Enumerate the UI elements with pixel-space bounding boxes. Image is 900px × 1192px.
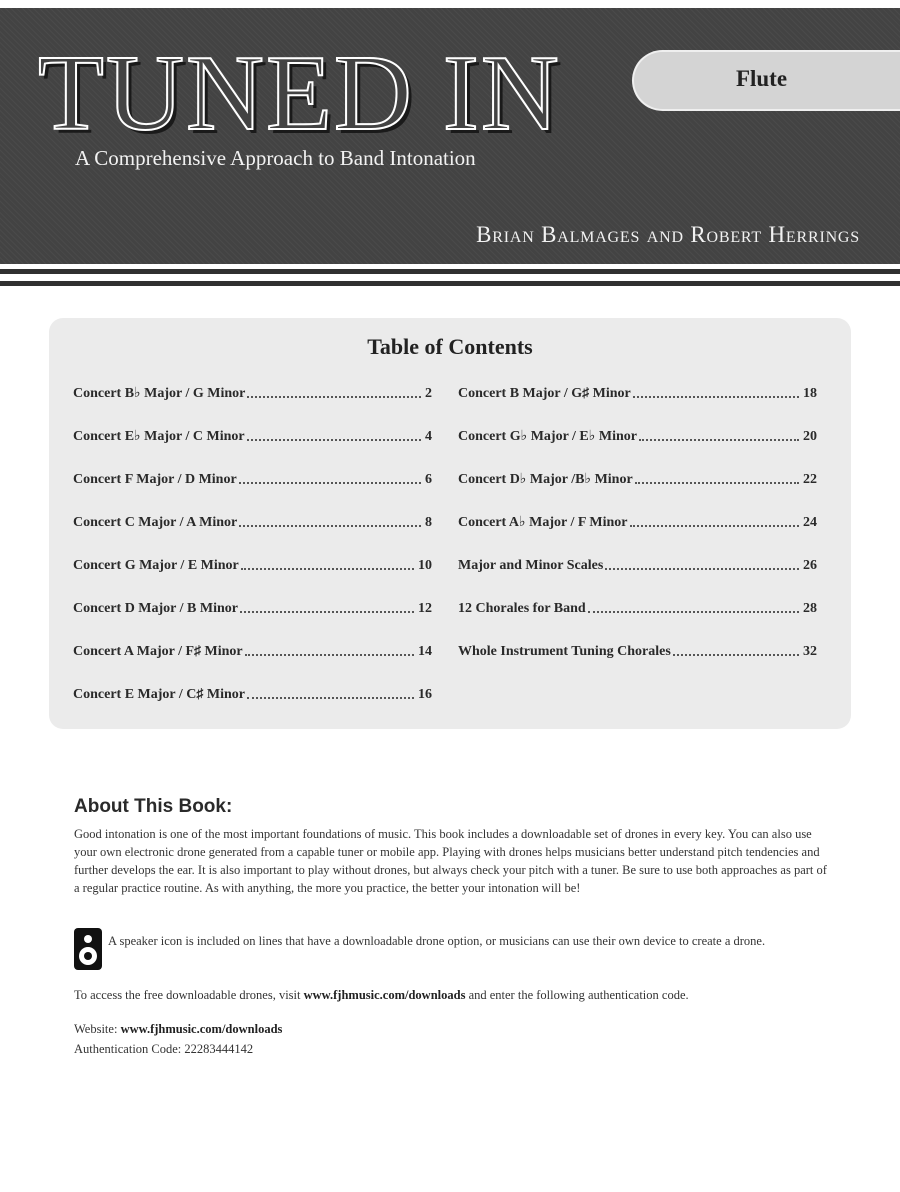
speaker-icon [74,928,102,970]
toc-entry[interactable] [73,468,432,488]
toc-entry[interactable] [73,425,432,445]
speaker-note: A speaker icon is included on lines that have a downloadable drone option, or musicians can use their own device to create a drone. [108,934,766,948]
toc-entry[interactable] [73,382,432,402]
toc-entry-name: Concert C Major / A Minor [73,515,238,530]
toc-entry-name: Concert B Major / G♯ Minor [458,386,631,401]
toc-leader [605,568,799,570]
toc-entry-page: 6 [425,472,432,487]
toc-leader [630,525,799,527]
toc-entry-page: 16 [418,687,432,702]
instrument-tab [632,50,900,111]
toc-entry-page: 22 [803,472,817,487]
toc-entry-name: Major and Minor Scales [458,558,604,573]
auth-code-label: Authentication Code: [74,1042,185,1056]
toc-leader [239,482,421,484]
toc-entry-page: 28 [803,601,817,616]
header-divider-bottom [0,281,900,286]
speaker-woofer [79,947,97,965]
header-divider-top [0,269,900,274]
toc-leader [247,697,414,699]
toc-leader [241,568,414,570]
website-link[interactable]: www.fjhmusic.com/downloads [120,1022,283,1036]
toc-entry-name: Concert G♭ Major / E♭ Minor [458,429,637,444]
toc-leader [245,654,414,656]
auth-code-value: 22283444142 [184,1042,254,1056]
about-heading: About This Book: [74,796,233,817]
website-label: Website: [74,1022,121,1036]
toc-leader [673,654,799,656]
toc-entry-page: 2 [425,386,432,401]
toc-entry-page: 10 [418,558,432,573]
toc-entry-name: 12 Chorales for Band [458,601,586,616]
toc-entry[interactable] [458,425,817,445]
toc-entry[interactable] [458,597,817,617]
toc-entry-name: Concert A Major / F♯ Minor [73,644,243,659]
toc-entry-page: 32 [803,644,817,659]
access-instructions [74,986,689,1004]
toc-entry[interactable] [73,683,432,703]
access-prefix: To access the free downloadable drones, visit [74,988,304,1002]
toc-entry[interactable] [458,468,817,488]
toc-entry-page: 12 [418,601,432,616]
toc-entry[interactable] [73,640,432,660]
toc-entry-page: 8 [425,515,432,530]
access-suffix: and enter the following authentication code. [465,988,689,1002]
toc-entry[interactable] [73,511,432,531]
toc-entry[interactable] [458,640,817,660]
auth-code-line [74,1040,253,1058]
toc-entry[interactable] [73,554,432,574]
instrument-label: Flute [735,66,788,91]
toc-leader [588,611,799,613]
speaker-tweeter [84,935,92,943]
toc-entry-page: 18 [803,386,817,401]
toc-entry-name: Concert B♭ Major / G Minor [73,386,246,401]
toc-title: Table of Contents [367,334,533,359]
toc-leader [633,396,799,398]
toc-leader [639,439,799,441]
toc-leader [239,525,421,527]
toc-entry-name: Concert A♭ Major / F Minor [458,515,628,530]
toc-leader [240,611,414,613]
toc-entry-page: 14 [418,644,432,659]
toc-entry-page: 26 [803,558,817,573]
toc-entry-page: 24 [803,515,817,530]
book-title: TUNED IN [38,34,561,153]
toc-leader [635,482,799,484]
toc-entry-page: 20 [803,429,817,444]
toc-leader [247,439,421,441]
book-subtitle: A Comprehensive Approach to Band Intonation [75,146,476,170]
toc-entry[interactable] [458,554,817,574]
toc-entry-name: Whole Instrument Tuning Chorales [458,644,671,659]
toc-entry-page: 4 [425,429,432,444]
toc-entry-name: Concert E Major / C♯ Minor [73,687,245,702]
about-body: Good intonation is one of the most important foundations of music. This book includes a downloadable set of drones in every key. You can also use your own electronic drone generated from a capable tuner or mobile app. Playing with drones helps musicians better understand pitch tendencies and further develops the ear. It is also important to play without drones, but always check your pitch with a tuner. Be sure to use both approaches as part of a regular practice routine. As with anything, the more you practice, the better your intonation will be! [74,827,827,895]
website-line [74,1020,282,1038]
toc-entry-name: Concert D♭ Major /B♭ Minor [458,472,633,487]
book-authors: Brian Balmages and Robert Herrings [476,222,860,247]
toc-entry[interactable] [458,511,817,531]
toc-entry-name: Concert G Major / E Minor [73,558,239,573]
toc-entry-name: Concert F Major / D Minor [73,472,237,487]
toc-entry[interactable] [458,382,817,402]
toc-entry-name: Concert E♭ Major / C Minor [73,429,245,444]
toc-entry[interactable] [73,597,432,617]
toc-entry-name: Concert D Major / B Minor [73,601,238,616]
downloads-link[interactable]: www.fjhmusic.com/downloads [303,988,466,1002]
toc-leader [247,396,421,398]
